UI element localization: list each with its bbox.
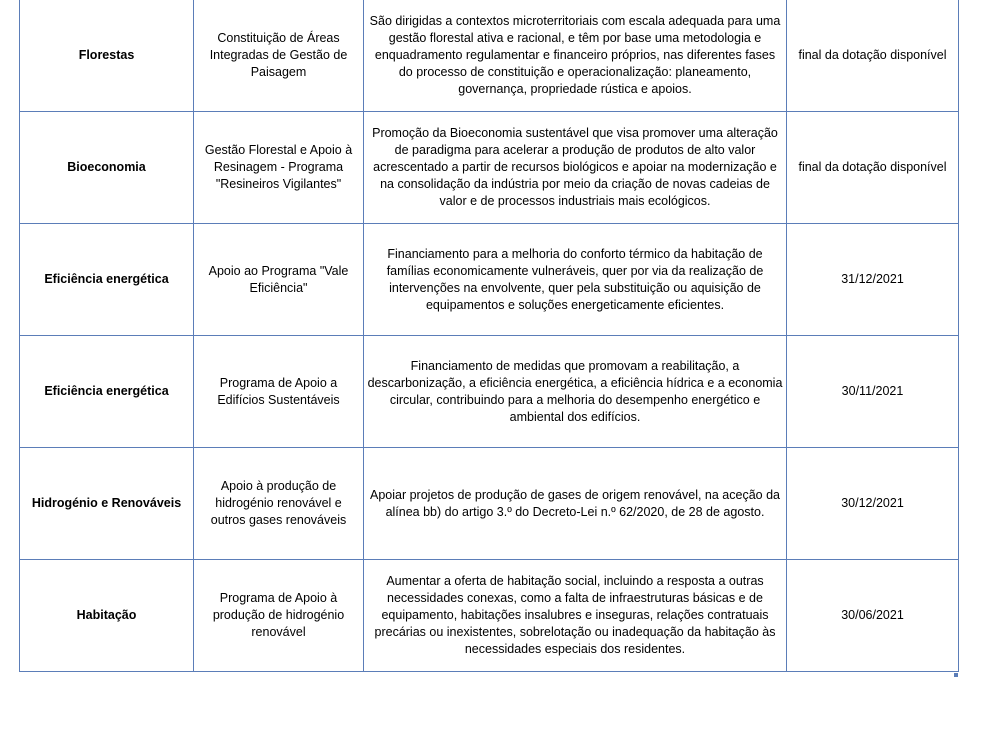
table-row (20, 0, 959, 112)
area-cell: Hidrogénio e Renováveis (20, 448, 194, 560)
program-cell: Apoio ao Programa "Vale Eficiência" (194, 224, 364, 336)
table-row (20, 560, 959, 672)
area-cell: Eficiência energética (20, 224, 194, 336)
table-row (20, 448, 959, 560)
description-cell: Aumentar a oferta de habitação social, incluindo a resposta a outras necessidades conexas, como a falta de infraestruturas básicas e de equipamento, habitações insalubres e inseguras, relações contratuais precárias ou inexistentes, sobrelotação ou inadequação da habitação às necessidades especiais dos residentes. (364, 560, 787, 672)
area-cell: Eficiência energética (20, 336, 194, 448)
deadline-cell: 31/12/2021 (787, 224, 959, 336)
area-cell: Habitação (20, 560, 194, 672)
programs-table-body (20, 0, 959, 672)
area-cell: Florestas (20, 0, 194, 112)
program-cell: Apoio à produção de hidrogénio renovável e outros gases renováveis (194, 448, 364, 560)
description-cell: Promoção da Bioeconomia sustentável que visa promover uma alteração de paradigma para acelerar a produção de produtos de alto valor acrescentado a partir de recursos biológicos e apoiar na modernização e na consolidação da indústria por meio da criação de novas cadeias de valor e de processos industriais mais ecológicos. (364, 112, 787, 224)
programs-table (19, 0, 959, 672)
area-cell: Bioeconomia (20, 112, 194, 224)
program-cell: Constituição de Áreas Integradas de Gestão de Paisagem (194, 0, 364, 112)
table-row (20, 112, 959, 224)
program-cell: Programa de Apoio a Edifícios Sustentáveis (194, 336, 364, 448)
table-row (20, 336, 959, 448)
table-row (20, 224, 959, 336)
resize-handle[interactable] (954, 673, 958, 677)
deadline-cell: 30/06/2021 (787, 560, 959, 672)
description-cell: Financiamento de medidas que promovam a reabilitação, a descarbonização, a eficiência energética, a eficiência hídrica e a economia circular, contribuindo para a melhoria do desempenho energético e ambiental dos edifícios. (364, 336, 787, 448)
deadline-cell: final da dotação disponível (787, 112, 959, 224)
program-cell: Programa de Apoio à produção de hidrogénio renovável (194, 560, 364, 672)
deadline-cell: 30/11/2021 (787, 336, 959, 448)
description-cell: Apoiar projetos de produção de gases de origem renovável, na aceção da alínea bb) do artigo 3.º do Decreto-Lei n.º 62/2020, de 28 de agosto. (364, 448, 787, 560)
description-cell: Financiamento para a melhoria do conforto térmico da habitação de famílias economicamente vulneráveis, quer por via da realização de intervenções na envolvente, quer pela substituição ou aquisição de equipamentos e soluções energeticamente eficientes. (364, 224, 787, 336)
deadline-cell: final da dotação disponível (787, 0, 959, 112)
deadline-cell: 30/12/2021 (787, 448, 959, 560)
description-cell: São dirigidas a contextos microterritoriais com escala adequada para uma gestão florestal ativa e racional, e têm por base uma metodologia e enquadramento regulamentar e financeiro próprios, nas diferentes fases do processo de constituição e operacionalização: planeamento, governança, propriedade rústica e apoios. (364, 0, 787, 112)
program-cell: Gestão Florestal e Apoio à Resinagem - Programa "Resineiros Vigilantes" (194, 112, 364, 224)
